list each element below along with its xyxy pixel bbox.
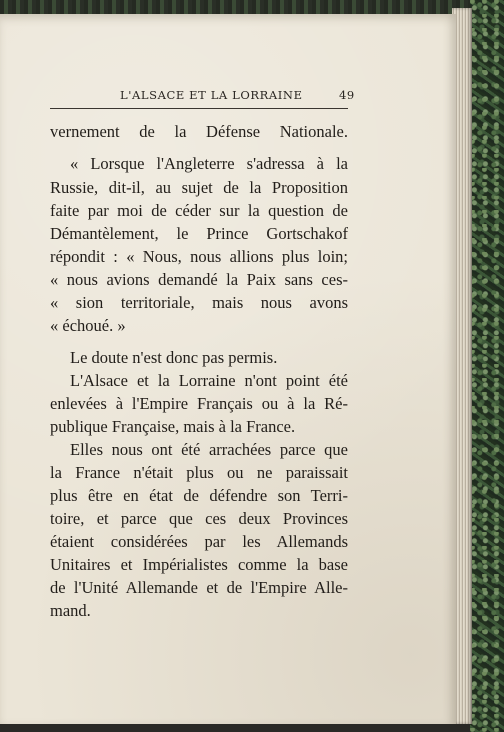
page-header: [50, 88, 355, 108]
text-line: de l'Unité Allemande et de l'Empire Alle-: [50, 578, 348, 597]
text-line: la France n'était plus ou ne paraissait: [50, 463, 348, 482]
text-line: enlevées à l'Empire Français ou à la Ré-: [50, 394, 348, 413]
header-rule: [50, 108, 348, 109]
text-line: Unitaires et Impérialistes comme la base: [50, 555, 348, 574]
text-line: Elles nous ont été arrachées parce que: [70, 440, 348, 459]
text-line: étaient considérées par les Allemands: [50, 532, 348, 551]
text-line: faite par moi de céder sur la question de: [50, 201, 348, 220]
text-line: mand.: [50, 601, 91, 620]
text-line: répondit : « Nous, nous allions plus loin;: [50, 247, 348, 266]
text-line: « nous avions demandé la Paix sans ces-: [50, 270, 348, 289]
text-line: publique Française, mais à la France.: [50, 417, 296, 436]
book-page: [0, 14, 456, 726]
text-line: « échoué. »: [50, 316, 126, 335]
text-line: Le doute n'est donc pas permis.: [70, 348, 278, 367]
text-line: Russie, dit-il, au sujet de la Proposition: [50, 178, 348, 197]
running-title: L'ALSACE ET LA LORRAINE: [120, 88, 303, 102]
text-line: vernement de la Défense Nationale.: [50, 122, 348, 141]
text-line: toire, et parce que ces deux Provinces: [50, 509, 348, 528]
text-line: « Lorsque l'Angleterre s'adressa à la: [70, 154, 348, 173]
text-line: « sion territoriale, mais nous avons: [50, 293, 348, 312]
text-line: Démantèlement, le Prince Gortschakof: [50, 224, 348, 243]
text-line: plus être en état de défendre son Terri-: [50, 486, 348, 505]
marbled-cover: [470, 0, 504, 732]
bottom-cover-edge: [0, 724, 470, 732]
text-line: L'Alsace et la Lorraine n'ont point été: [70, 371, 348, 390]
page-number: 49: [339, 88, 355, 102]
